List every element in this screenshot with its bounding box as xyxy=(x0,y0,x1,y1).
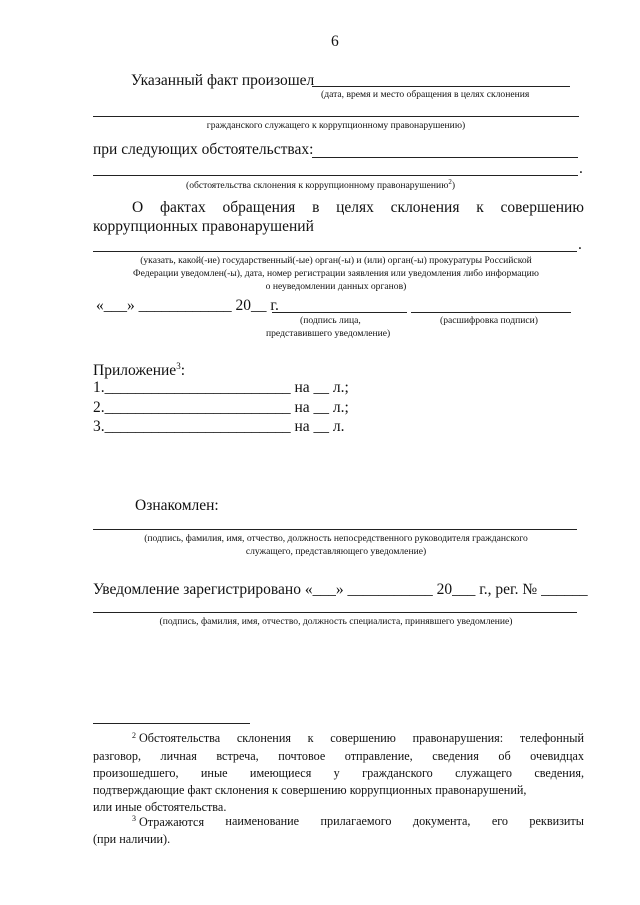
notice-title-line-2: коррупционных правонарушений xyxy=(93,218,314,235)
notice-caption-2: Федерации уведомлен(-ы), дата, номер регистрации заявления или уведомления либо информацию xyxy=(133,268,539,279)
signature-caption-1: (подпись лица, xyxy=(300,315,361,326)
circumstances-label: при следующих обстоятельствах: xyxy=(93,141,314,158)
notice-title-line-1: О фактах обращения в целях склонения к совершению xyxy=(132,199,584,216)
registration-input-line[interactable] xyxy=(93,612,577,613)
page-number: 6 xyxy=(331,33,339,50)
attachment-item-2[interactable]: 2.________________________ на __ л.; xyxy=(93,399,349,416)
acquainted-caption-2: служащего, представляющего уведомление) xyxy=(245,546,427,557)
footnote-2-mark: 2 xyxy=(132,731,136,740)
signature-decoding-caption: (расшифровка подписи) xyxy=(440,315,538,326)
notice-input-line[interactable] xyxy=(93,251,577,252)
footnote-2-line-5: или иные обстоятельства. xyxy=(93,800,227,814)
acquainted-caption-1: (подпись, фамилия, имя, отчество, должность непосредственного руководителя гражданского xyxy=(144,533,528,544)
registration-caption: (подпись, фамилия, имя, отчество, должность специалиста, принявшего уведомление) xyxy=(159,616,513,627)
notice-line-end: . xyxy=(578,236,582,253)
footnote-2-line-4: подтверждающие факт склонения к совершению коррупционных правонарушений, xyxy=(93,783,527,797)
footnote-2-line-1: $^2$ Обстоятельства склонения к совершению правонарушения: телефонный xyxy=(132,731,584,745)
footnote-3-line-1: $^3$ Отражаются наименование прилагаемого документа, его реквизиты xyxy=(132,814,584,830)
circumstances-input-line[interactable] xyxy=(312,157,578,158)
circumstances-caption: (обстоятельства склонения к коррупционному правонарушению$^2$) xyxy=(186,178,456,192)
attachments-label: Приложение$^3$: xyxy=(93,361,186,380)
circumstances-input-line-2[interactable] xyxy=(93,175,578,176)
circumstances-line-end: . xyxy=(579,160,583,177)
signature-date: «___» ____________ 20__ г. xyxy=(96,297,279,314)
footnote-separator xyxy=(93,723,250,724)
footnote-2-line-3: произошедшего, иные имеющиеся у гражданского служащего сведения, xyxy=(93,766,584,780)
attachment-item-1[interactable]: 1.________________________ на __ л.; xyxy=(93,379,349,396)
fact-label: Указанный факт произошел xyxy=(131,72,315,89)
footnote-3-line-2: (при наличии). xyxy=(93,832,171,846)
fact-input-line[interactable] xyxy=(312,86,570,87)
notice-caption-3: о неуведомлении данных органов) xyxy=(265,281,407,292)
fact-input-line-2[interactable] xyxy=(93,116,579,117)
registration-text: Уведомление зарегистрировано «___» ___________ 20___ г., рег. № ______ xyxy=(93,581,588,598)
acquainted-input-line[interactable] xyxy=(93,529,577,530)
notice-caption-1: (указать, какой(-ие) государственный(-ые) орган(-ы) и (или) орган(-ы) прокуратуры Российской xyxy=(140,255,532,266)
attachment-item-3[interactable]: 3.________________________ на __ л. xyxy=(93,418,345,435)
acquainted-label: Ознакомлен: xyxy=(135,497,219,514)
signature-caption-2: представившего уведомление) xyxy=(266,328,391,339)
fact-caption-1: (дата, время и место обращения в целях склонения xyxy=(321,89,530,100)
signature-decoding-line[interactable] xyxy=(411,312,571,313)
signature-line[interactable] xyxy=(272,312,407,313)
fact-caption-2: гражданского служащего к коррупционному правонарушению) xyxy=(206,120,466,131)
footnote-3-mark: 3 xyxy=(132,814,136,823)
footnote-2-line-2: разговор, личная встреча, почтовое отправление, сведения об очевидцах xyxy=(93,749,584,763)
